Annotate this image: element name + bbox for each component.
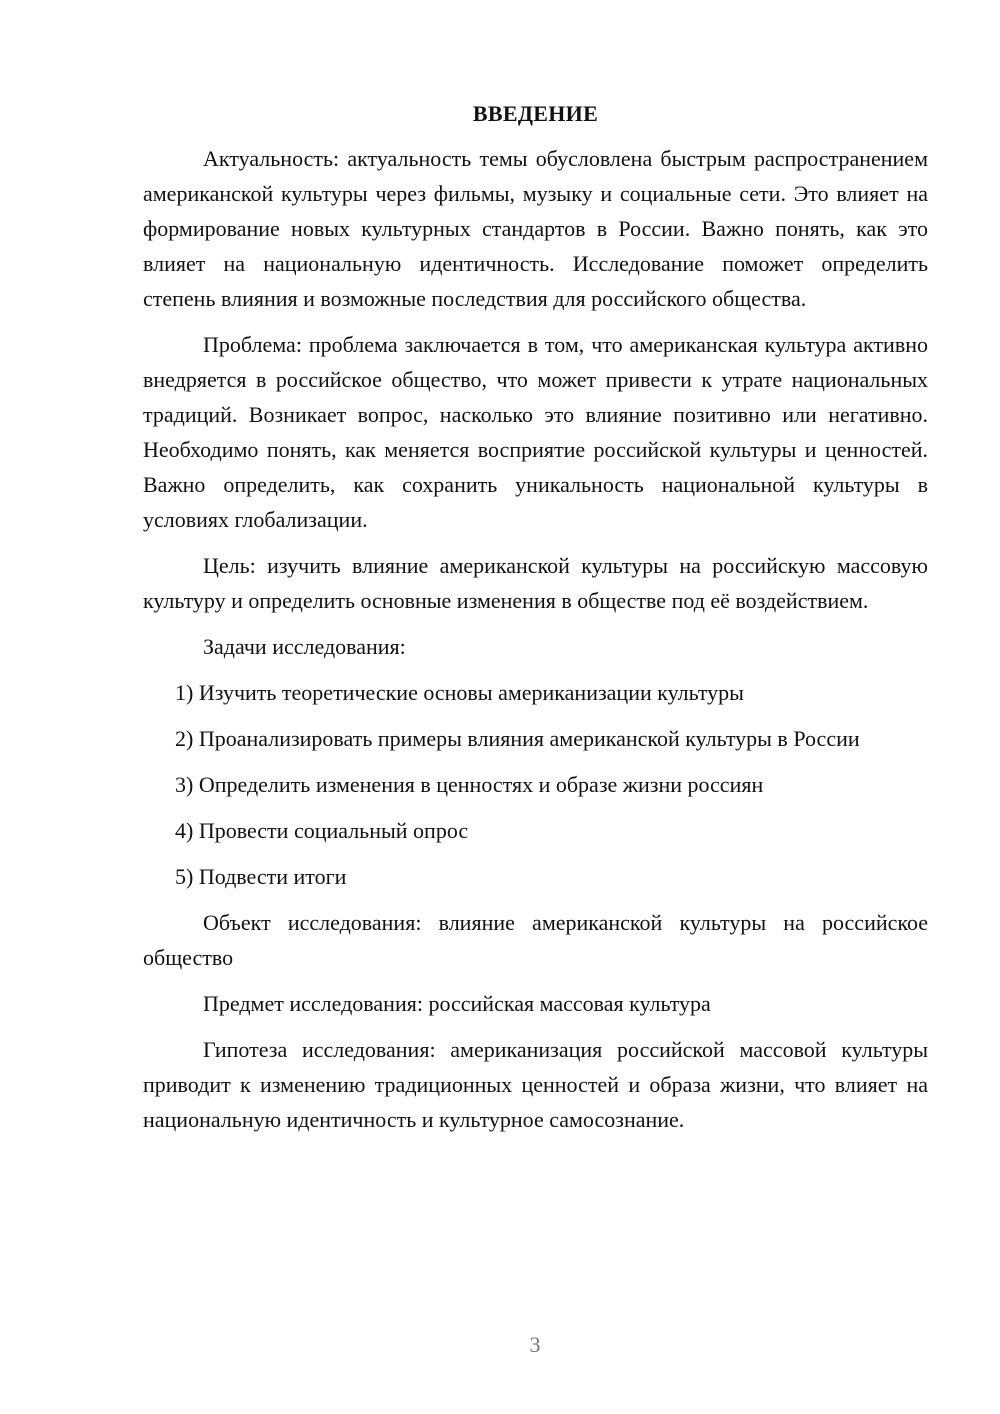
document-page	[143, 96, 928, 1148]
task-item: 2) Проанализировать примеры влияния американской культуры в России	[175, 726, 860, 751]
tasks-heading: Задачи исследования:	[203, 634, 406, 659]
hypothesis-paragraph: Гипотеза исследования: американизация российской массовой культуры приводит к изменению традиционных ценностей и образа жизни, что влияет на национальную идентичность и культурное самосознание.	[143, 1037, 928, 1132]
task-item: 1) Изучить теоретические основы американизации культуры	[175, 680, 744, 705]
task-item: 4) Провести социальный опрос	[175, 818, 469, 843]
task-item: 5) Подвести итоги	[175, 864, 347, 889]
object-paragraph: Объект исследования: влияние американской культуры на российское общество	[143, 910, 928, 970]
task-item: 3) Определить изменения в ценностях и образе жизни россиян	[175, 772, 764, 797]
goal-paragraph: Цель: изучить влияние американской культуры на российскую массовую культуру и определить основные изменения в обществе под её воздействием.	[143, 553, 928, 613]
page-title: ВВЕДЕНИЕ	[472, 101, 599, 126]
subject-paragraph: Предмет исследования: российская массовая культура	[203, 991, 711, 1016]
problem-paragraph: Проблема: проблема заключается в том, что американская культура активно внедряется в российское общество, что может привести к утрате национальных традиций. Возникает вопрос, насколько это влияние позитивно или негативно. Необходимо понять, как меняется восприятие российской культуры и ценностей. Важно определить, как сохранить уникальность национальной культуры в условиях глобализации.	[143, 332, 928, 532]
relevance-paragraph: Актуальность: актуальность темы обусловлена быстрым распространением американской культуры через фильмы, музыку и социальные сети. Это влияет на формирование новых культурных стандартов в России. Важно понять, как это влияет на национальную идентичность. Исследование поможет определить степень влияния и возможные последствия для российского общества.	[143, 146, 928, 311]
page-number: 3	[529, 1332, 541, 1357]
